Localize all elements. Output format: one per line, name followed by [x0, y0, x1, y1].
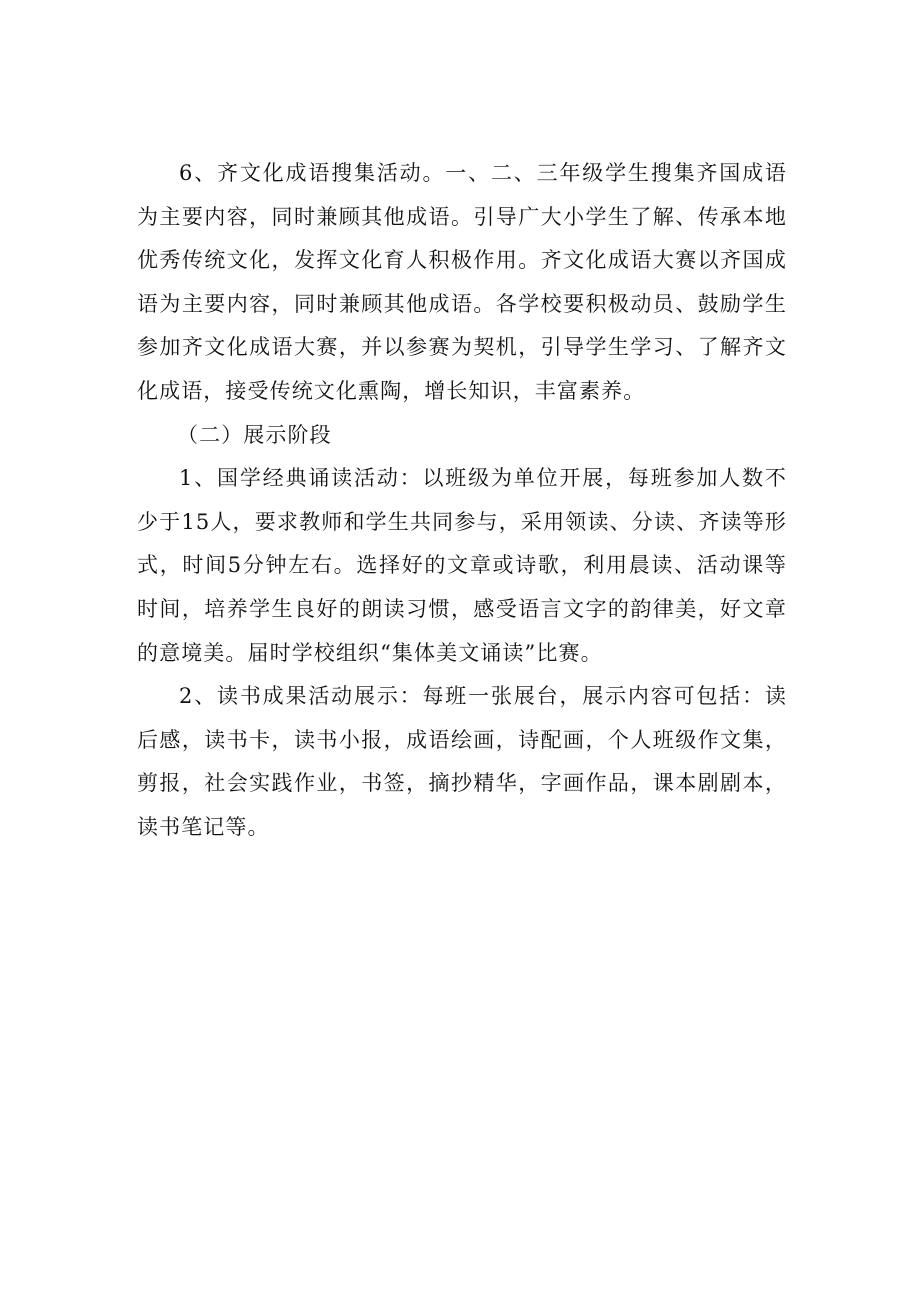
- paragraph-reading-results-display: 2、读书成果活动展示：每班一张展台，展示内容可包括：读后感，读书卡，读书小报，成语绘画，诗配画，个人班级作文集，剪报，社会实践作业，书签，摘抄精华，字画作品，课本剧剧本，读书笔记等。: [137, 684, 787, 839]
- section-heading-display-stage: （二）展示阶段: [177, 422, 332, 447]
- paragraph-idiom-collection: 6、齐文化成语搜集活动。一、二、三年级学生搜集齐国成语为主要内容，同时兼顾其他成语。引导广大小学生了解、传承本地优秀传统文化，发挥文化育人积极作用。齐文化成语大赛以齐国成语为主要内容，同时兼顾其他成语。各学校要积极动员、鼓励学生参加齐文化成语大赛，并以参赛为契机，引导学生学习、了解齐文化成语，接受传统文化熏陶，增长知识，丰富素养。: [137, 161, 787, 403]
- document-body: [137, 152, 787, 850]
- paragraph-classics-recitation: 1、国学经典诵读活动：以班级为单位开展，每班参加人数不少于15人，要求教师和学生共同参与，采用领读、分读、齐读等形式，时间5分钟左右。选择好的文章或诗歌，利用晨读、活动课等时间，培养学生良好的朗读习惯，感受语言文字的韵律美，好文章的意境美。届时学校组织“集体美文诵读”比赛。: [137, 466, 787, 665]
